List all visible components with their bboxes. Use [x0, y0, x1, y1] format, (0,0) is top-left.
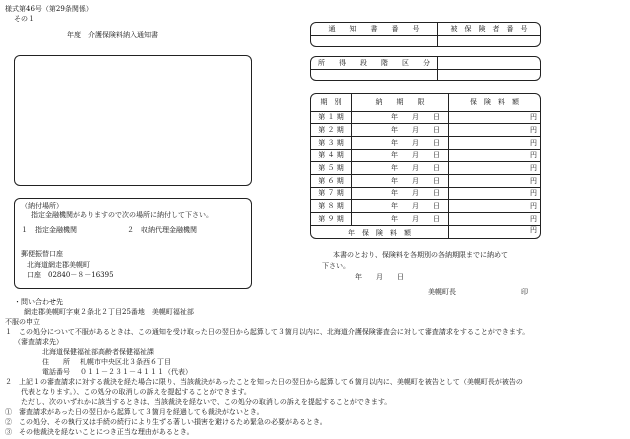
notice-number-label: 通 知 書 番 号 — [311, 23, 438, 35]
amount-cell: 円 — [530, 151, 537, 160]
term-cell: 第 ８ 期 — [311, 200, 352, 213]
issuer-seal: 印 — [521, 288, 528, 296]
due-date-cell: 年 月 日 — [352, 213, 449, 226]
appeal-paragraph-2: ２ 上記１の審査請求に対する裁決を経た場合に限り、当該裁決があったことを知った日の翌日から起算して６箇月以内に、美幌町を被告として（美幌町長が被告の — [5, 378, 523, 386]
appeal-proviso: ただし、次のいずれかに該当するときは、当該裁決を経ないで、この処分の取消しの訴えを提起することができます。 — [21, 398, 392, 406]
term-cell: 第 ３ 期 — [311, 136, 352, 149]
review-heading: （審査請求先） — [14, 338, 63, 346]
postal-transfer-heading: 郵便振替口座 — [21, 250, 63, 258]
amount-cell: 円 — [530, 113, 537, 122]
issuer-name: 美幌町長 — [428, 288, 456, 296]
amount-cell: 円 — [530, 214, 537, 223]
due-date-cell: 年 月 日 — [352, 162, 449, 175]
table-row — [311, 162, 540, 175]
exception-item-3: ③ その他裁決を経ないことにつき正当な理由があるとき。 — [5, 428, 194, 436]
term-cell: 第 ５ 期 — [311, 162, 352, 175]
review-organization: 北海道保健福祉部高齢者保健福祉課 — [42, 348, 154, 356]
table-row — [311, 149, 540, 162]
appeal-paragraph-1: １ この処分について不服があるときは、この通知を受け取った日の翌日から起算して３箇月以内に、北海道介護保険審査会に対して審査請求をすることができます。 — [5, 328, 530, 336]
review-phone: ０１１－２３１－４１１１（代表） — [80, 368, 192, 376]
notice-text-line1: 本書のとおり、保険料を各期別の各納期限までに納めて — [333, 251, 508, 259]
appeal-heading: 不服の申立 — [5, 318, 40, 326]
annual-premium-cell: 円 — [530, 225, 537, 234]
form-sub-number: その１ — [14, 15, 35, 23]
income-class-value — [438, 57, 541, 69]
installment-table-box — [310, 93, 541, 239]
installment-table — [311, 94, 540, 239]
due-date-cell: 年 月 日 — [352, 187, 449, 200]
due-date-cell: 年 月 日 — [352, 200, 449, 213]
address-window — [14, 55, 252, 186]
notice-date: 年 月 日 — [355, 273, 404, 281]
review-address-label: 住 所 — [42, 358, 70, 366]
table-row — [311, 124, 540, 137]
number-box — [310, 22, 541, 47]
insured-number-label: 被 保 険 者 番 号 — [450, 24, 528, 33]
exception-item-1: ① 審査請求があった日の翌日から起算して３箇月を経過しても裁決がないとき。 — [5, 408, 264, 416]
notice-text-line2: 下さい。 — [322, 262, 350, 270]
appeal-paragraph-2-cont: 代表となります。）、この処分の取消しの訴えを提起することができます。 — [21, 388, 251, 396]
inquiry-heading: ・問い合わせ先 — [14, 298, 63, 306]
payment-place-box — [14, 198, 252, 289]
table-row — [311, 200, 540, 213]
annual-premium-label: 年 保 険 料 額 — [311, 225, 449, 239]
col-header-due-date: 納 期 限 — [352, 94, 449, 111]
postal-transfer-name: 北海道網走郡美幌町 — [27, 261, 90, 269]
term-cell: 第 ２ 期 — [311, 124, 352, 137]
payment-option-agent-bank: ２ 収納代理金融機関 — [127, 226, 197, 234]
due-date-cell: 年 月 日 — [352, 136, 449, 149]
payment-option-designated-bank: １ 指定金融機関 — [21, 226, 77, 234]
amount-cell: 円 — [530, 163, 537, 172]
inquiry-address: 網走郡美幌町字東２条北２丁目25番地 美幌町福祉部 — [24, 308, 194, 316]
due-date-cell: 年 月 日 — [352, 124, 449, 137]
amount-cell: 円 — [530, 138, 537, 147]
form-number: 様式第46号（第29条関係） — [5, 5, 93, 13]
table-row — [311, 213, 540, 226]
due-date-cell: 年 月 日 — [352, 174, 449, 187]
table-row — [311, 111, 540, 124]
income-class-box — [310, 56, 541, 81]
review-address: 札幌市中央区北３条西６丁目 — [80, 358, 171, 366]
term-cell: 第 ４ 期 — [311, 149, 352, 162]
payment-place-instruction: 指定金融機関がありますので次の場所に納付して下さい。 — [31, 211, 213, 219]
insured-number-value — [438, 35, 541, 46]
income-class-label: 所 得 段 階 区 分 — [311, 57, 438, 69]
table-row — [311, 174, 540, 187]
due-date-cell: 年 月 日 — [352, 111, 449, 124]
amount-cell: 円 — [530, 201, 537, 210]
term-cell: 第 ９ 期 — [311, 213, 352, 226]
col-header-term: 期 別 — [311, 94, 352, 111]
page-title: 年度 介護保険料納入通知書 — [67, 31, 158, 39]
table-row — [311, 187, 540, 200]
annual-total-row — [311, 225, 540, 239]
due-date-cell: 年 月 日 — [352, 149, 449, 162]
amount-cell: 円 — [530, 189, 537, 198]
postal-transfer-account: 口座 02840－８－16395 — [27, 271, 114, 279]
col-header-amount: 保 険 料 額 — [470, 98, 519, 107]
term-cell: 第 １ 期 — [311, 111, 352, 124]
term-cell: 第 ７ 期 — [311, 187, 352, 200]
notice-number-value — [311, 35, 438, 46]
table-row — [311, 136, 540, 149]
amount-cell: 円 — [530, 125, 537, 134]
payment-place-heading: （納付場所） — [21, 202, 63, 210]
amount-cell: 円 — [530, 176, 537, 185]
exception-item-2: ② この処分、その執行又は手続の続行により生ずる著しい損害を避けるため緊急の必要があるとき。 — [5, 418, 327, 426]
review-phone-label: 電話番号 — [42, 368, 70, 376]
term-cell: 第 ６ 期 — [311, 174, 352, 187]
